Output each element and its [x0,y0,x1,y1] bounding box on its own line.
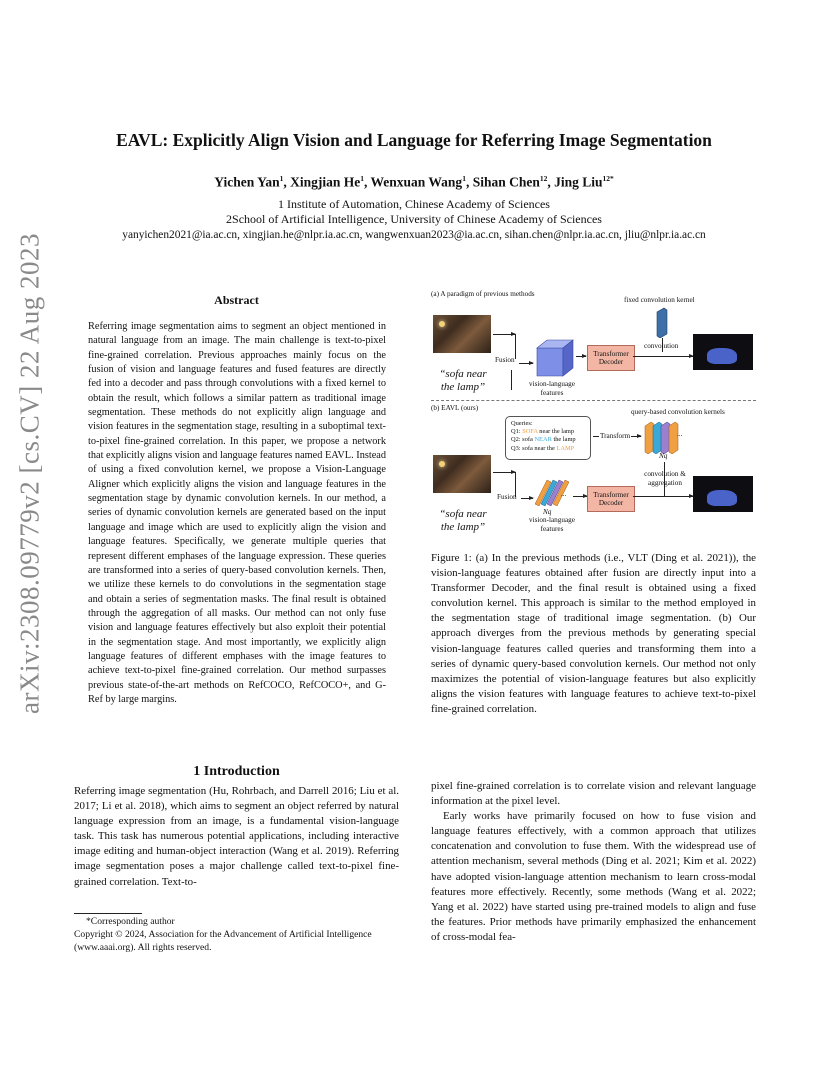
introduction-heading: 1 Introduction [193,764,280,779]
fusion-label-b: Fusion [497,493,517,501]
input-image-b [433,455,491,493]
corresponding-author-note: *Corresponding author [86,916,175,927]
footnote [74,915,399,955]
output-mask-a [693,334,753,370]
transformer-decoder-b [587,486,635,512]
author-emails: yanyichen2021@ia.ac.cn, xingjian.he@nlpr.ia.ac.cn, wangwenxuan2023@ia.ac.cn, sihan.chen@nlpr.ia.ac.cn, jliu@nlpr.ia.ac.cn [122,229,706,241]
feature-ellipsis: ... [561,490,567,498]
expression-quote-a: “sofa near the lamp” [439,368,487,393]
figure-1 [431,290,756,545]
fusion-label-a: Fusion [495,356,515,364]
paper-title: EAVL: Explicitly Align Vision and Language for Referring Image Segmentation [116,130,712,150]
input-image-a [433,315,491,353]
abstract-text: Referring image segmentation aims to segment an object mentioned in natural language from an image. The main challenge is text-to-pixel fine-grained correlation. Previous approaches mainly focus on the fusion of vision and language features and fused features are directly fed into a decoder and pass through convolutions with a fixed kernel to obtain the result, which follows a similar pattern as traditional image segmentation. These methods do not explicitly align language and vision features in the segmentation stage, resulting in a suboptimal text-to-pixel fine-grained correlation. In this paper, we propose a network that explicitly aligns vision and language features named EAVL. Instead of using a fixed convolution kernel, we propose a Vision-Language Aligner which explicitly aligns the vision and language features in the segmentation stage by dynamic convolution kernels. In our method, a series of dynamic convolution kernels are generated based on the input language and image which are used to explicitly align the vision and language features. Specifically, we generate multiple queries that represent different emphases of the language expression. These queries are transformed into a series of query-based convolution kernels. Then, we utilize these kernels to do convolutions in the segmentation stage and obtain a series of segmentation masks. The final result is obtained through the aggregation of all masks. Our method can not only fuse vision and language features effectively but also exploit their potential in the segmentation stage. And most importantly, we explicitly align language features of different emphases with the image features to achieve text-to-pixel fine-grained correlation. Our method surpasses previous state-of-the-art methods on RefCOCO, RefCOCO+, and G-Ref by large margins. [88,321,386,705]
fixed-kernel-label: fixed convolution kernel [624,296,695,304]
vl-feature-cube-icon [533,338,575,378]
kernel-ellipsis: ... [677,430,683,438]
figure-divider [431,400,756,401]
abstract-heading: Abstract [214,293,259,307]
query-1: Q1: SOFA near the lamp [511,428,575,436]
footnote-rule [74,913,142,914]
figure-label-b: (b) EAVL (ours) [431,404,479,412]
queries-title: Queries: [511,420,533,427]
right-column-text [431,779,756,945]
nq-label-bottom: Nq [543,508,552,516]
convolution-label-a: convolution [644,342,679,350]
decoder-label-a: Transformer Decoder [593,349,629,366]
query-kernels-label: query-based convolution kernels [631,408,725,416]
copyright-notice: Copyright © 2024, Association for the Advancement of Artificial Intelligence (www.aaai.org). All rights reserved. [74,929,372,954]
output-mask-b [693,476,753,512]
introduction-text: Referring image segmentation (Hu, Rohrbach, and Darrell 2016; Liu et al. 2017; Li et al. 2018), which aims to segment an object referred by natural language expression from an image, is a fundamental vision-language task. This task has numerous potential applications, including interactive image editing and human-object interaction (Wang et al. 2019). Referring image segmentation poses a major challenge called text-to-pixel fine-grained correlation. Text-to- [74,785,399,888]
figure-label-a: (a) A paradigm of previous methods [431,290,535,298]
vl-features-label-b: vision-language features [529,516,575,533]
transform-label: Transform [600,432,631,440]
arxiv-stamp: arXiv:2308.09779v2 [cs.CV] 22 Aug 2023 [14,233,45,714]
vl-features-label-a: vision-language features [529,380,575,397]
affiliation-2: 2School of Artificial Intelligence, University of Chinese Academy of Sciences [226,212,602,226]
figure-1-caption: Figure 1: (a) In the previous methods (i.e., VLT (Ding et al. 2021)), the vision-language features obtained after fusion are directly input into a Transformer Decoder, and the final result is obtained using a fixed convolution kernel. This approach is similar to the method employed in the segmentation stage of traditional image segmentation. (b) Our approach diverges from the previous methods by generating special vision-language features called queries and transforming them into a series of dynamic query-based convolution kernels. Our method not only maximizes the potential of vision-language features but also explicitly aligns the vision features with language features to achieve text-to-pixel fine-grained correlation. [431,552,756,715]
query-2: Q2: sofa NEAR the lamp [511,436,576,444]
conv-agg-label: convolution & aggregation [644,470,686,487]
transformer-decoder-a [587,345,635,371]
expression-quote-b: “sofa near the lamp” [439,508,487,533]
nq-label-top: Nq [659,452,668,460]
query-3: Q3: sofa near the LAMP [511,444,575,452]
author-list: Yichen Yan$^1$, Xingjian He$^1$, Wenxuan Wang$^1$, Sihan Chen$^{12}$, Jing Liu$^{12*}$ [214,174,614,190]
affiliation-1: 1 Institute of Automation, Chinese Academy of Sciences [278,197,550,211]
decoder-label-b: Transformer Decoder [593,490,629,507]
right-para-2: Early works have primarily focused on how to fuse vision and language features effectively, with a common approach that utilizes concatenation and convolution to fuse them. With the widespread use of attention mechanism, several methods (Ding et al. 2021; Kim et al. 2022) have adopted vision-language attention mechanism to learn cross-modal features more effectively. Recently, some methods (Wang et al. 2022; Yang et al. 2022) have started using pre-trained models to align and fuse the features. Prior methods have primarily emphasized the enhancement of cross-modal fea- [431,810,756,943]
queries-box [505,416,591,460]
right-para-1: pixel fine-grained correlation is to correlate vision and relevant language information at the pixel level. [431,780,756,808]
fixed-kernel-icon [655,306,669,338]
